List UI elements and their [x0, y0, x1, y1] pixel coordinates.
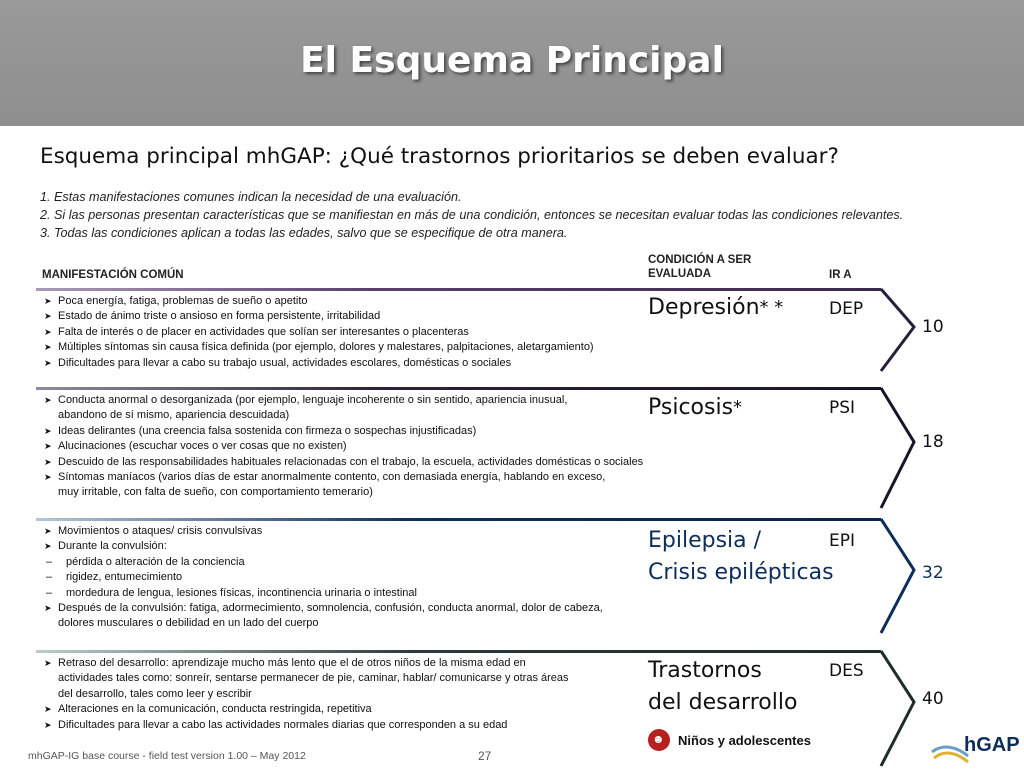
list-item: ➤ Ideas delirantes (una creencia falsa sostenida con firmeza o sospechas injustificadas) — [44, 424, 644, 439]
col-header-go-to: IR A — [829, 269, 852, 281]
list-item-continuation: abandono de sí mismo, apariencia descuidada) — [58, 409, 290, 422]
list-item: ➤ Durante la convulsión: — [44, 539, 644, 554]
chevron-epilepsia-icon — [860, 518, 920, 635]
slide-title: El Esquema Principal — [300, 40, 724, 81]
bullet-arrow-icon: ➤ — [44, 526, 52, 536]
col-header-condition-line1: CONDICIÓN A SER — [648, 254, 752, 266]
bullet-arrow-icon: ➤ — [44, 357, 52, 368]
list-item: ➤ Retraso del desarrollo: aprendizaje mucho más lento que el de otros niños de la misma edad en — [44, 656, 644, 671]
children-icon: ☻ — [648, 729, 670, 751]
items-depresion — [44, 294, 644, 371]
bullet-arrow-icon: ➤ — [44, 441, 52, 452]
instructions-list — [40, 188, 903, 242]
bullet-arrow-icon: ➤ — [44, 472, 52, 483]
list-item: ➤ Dificultades para llevar a cabo las actividades normales diarias que corresponden a su edad — [44, 718, 644, 733]
list-item: ➤ Falta de interés o de placer en actividades que solían ser interesantes o placenteras — [44, 325, 644, 340]
chevron-desarrollo-icon — [860, 650, 920, 768]
code-depresion: DEP — [829, 299, 864, 319]
chart-heading: Esquema principal mhGAP: ¿Qué trastornos prioritarios se deben evaluar? — [40, 144, 839, 169]
section-bar-depresion — [36, 288, 881, 291]
list-item: ➤ Después de la convulsión: fatiga, adormecimiento, somnolencia, confusión, conducta anormal, dolor de cabeza, — [44, 601, 644, 616]
bullet-arrow-icon: ➤ — [44, 326, 52, 337]
bullet-arrow-icon: ➤ — [44, 342, 52, 353]
section-bar-psicosis — [36, 387, 881, 390]
list-item: ➤ Dificultades para llevar a cabo su trabajo usual, actividades escolares, domésticas o sociales — [44, 356, 644, 371]
bullet-arrow-icon: ➤ — [44, 311, 52, 322]
page-psicosis: 18 — [922, 432, 944, 452]
condition-psicosis: Psicosis* — [648, 395, 743, 420]
bullet-arrow-icon: ➤ — [44, 395, 52, 405]
bullet-arrow-icon: ➤ — [44, 425, 52, 436]
code-desarrollo: DES — [829, 661, 864, 681]
bullet-arrow-icon: ➤ — [44, 704, 52, 715]
bullet-arrow-icon: ➤ — [44, 296, 52, 306]
list-item: ➤ Síntomas maníacos (varios días de estar anormalmente contento, con demasiada energía, hablando en exceso, — [44, 470, 644, 485]
star-marker: * — [733, 397, 743, 418]
list-item-continuation: actividades tales como: sonreír, sentarse permanecer de pie, caminar, hablar/ comunicarse y otras áreas — [58, 672, 569, 685]
list-item: ➤ Descuido de las responsabilidades habituales relacionadas con el trabajo, la escuela, actividades domésticas o sociales — [44, 455, 644, 470]
title-bar — [0, 0, 1024, 126]
list-subitem: – pérdida o alteración de la conciencia — [44, 555, 644, 570]
bullet-arrow-icon: ➤ — [44, 603, 52, 614]
instruction-1: 1. Estas manifestaciones comunes indican la necesidad de una evaluación. — [40, 190, 462, 204]
col-header-condition — [648, 253, 751, 281]
col-header-manifestation: MANIFESTACIÓN COMÚN — [42, 269, 184, 281]
items-psicosis — [44, 393, 644, 501]
dash-icon: – — [46, 586, 53, 599]
mhgap-logo — [930, 722, 1024, 768]
age-badge-label: Niños y adolescentes — [678, 732, 811, 748]
instruction-2: 2. Si las personas presentan características que se manifiestan en más de una condición, entonces se necesitan evaluar todas las condiciones relevantes. — [40, 208, 904, 222]
section-bar-desarrollo — [36, 650, 881, 653]
star-marker: * * — [759, 297, 784, 318]
chevron-depresion-icon — [860, 288, 920, 373]
dash-icon: – — [46, 555, 53, 568]
condition-epilepsia: Epilepsia / Crisis epilépticas — [648, 528, 834, 585]
condition-depresion: Depresión* * — [648, 295, 784, 320]
list-item: ➤ Movimientos o ataques/ crisis convulsivas — [44, 524, 644, 539]
list-item: ➤ Alucinaciones (escuchar voces o ver cosas que no existen) — [44, 439, 644, 454]
list-item: ➤ Alteraciones en la comunicación, conducta restringida, repetitiva — [44, 702, 644, 717]
slide-page-number: 27 — [478, 749, 492, 763]
bullet-arrow-icon: ➤ — [44, 719, 52, 730]
items-desarrollo — [44, 656, 644, 733]
footer-text: mhGAP-IG base course - field test version 1.00 – May 2012 — [28, 750, 306, 762]
list-item-continuation: del desarrollo, tales como leer y escribir — [58, 687, 252, 700]
items-epilepsia — [44, 524, 644, 632]
list-item: ➤ Conducta anormal o desorganizada (por ejemplo, lenguaje incoherente o sin sentido, apariencia inusual, — [44, 393, 644, 408]
list-item: ➤ Múltiples síntomas sin causa física definida (por ejemplo, dolores y malestares, palpitaciones, aletargamiento) — [44, 340, 644, 355]
page-epilepsia: 32 — [922, 563, 944, 583]
code-psicosis: PSI — [829, 398, 856, 418]
age-badge — [648, 729, 811, 751]
list-subitem: – mordedura de lengua, lesiones físicas, incontinencia urinaria o intestinal — [44, 586, 644, 601]
list-item-continuation: muy irritable, con falta de sueño, con comportamiento temerario) — [58, 486, 373, 499]
bullet-arrow-icon: ➤ — [44, 541, 52, 552]
col-header-condition-line2: EVALUADA — [648, 268, 712, 280]
list-item-continuation: dolores musculares o debilidad en un lado del cuerpo — [58, 617, 319, 630]
condition-desarrollo: Trastornos del desarrollo — [648, 658, 798, 715]
logo-text: hGAP — [964, 734, 1020, 756]
list-item: ➤ Poca energía, fatiga, problemas de sueño o apetito — [44, 294, 644, 309]
list-subitem: – rigidez, entumecimiento — [44, 570, 644, 585]
section-bar-epilepsia — [36, 518, 881, 521]
page-desarrollo: 40 — [922, 689, 944, 709]
page-depresion: 10 — [922, 317, 944, 337]
list-item: ➤ Estado de ánimo triste o ansioso en forma persistente, irritabilidad — [44, 309, 644, 324]
bullet-arrow-icon: ➤ — [44, 456, 52, 467]
bullet-arrow-icon: ➤ — [44, 658, 52, 668]
instruction-3: 3. Todas las condiciones aplican a todas las edades, salvo que se especifique de otra manera. — [40, 226, 568, 240]
dash-icon: – — [46, 571, 53, 584]
code-epilepsia: EPI — [829, 531, 856, 551]
chevron-psicosis-icon — [860, 387, 920, 510]
